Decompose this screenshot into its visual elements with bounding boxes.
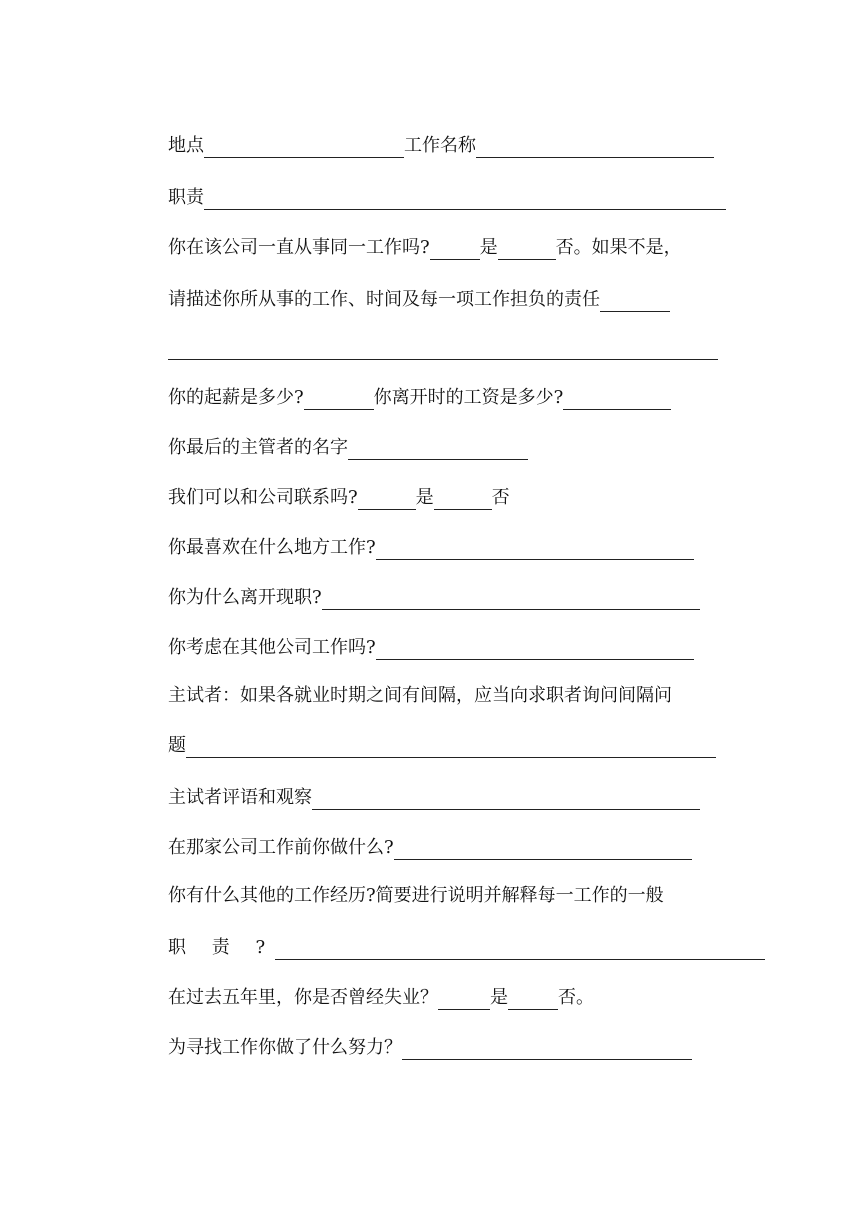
other-company-blank[interactable]	[376, 638, 694, 660]
duties-line	[168, 182, 726, 210]
unemployment-no-blank[interactable]	[508, 988, 558, 1010]
job-search-question: 为寻找工作你做了什么努力？	[168, 1037, 402, 1058]
contact-company-line	[168, 482, 510, 510]
starting-salary-question: 你的起薪是多少?	[168, 387, 304, 408]
describe-duties-blank-2[interactable]	[168, 338, 718, 360]
location-label: 地点	[168, 135, 204, 156]
leave-reason-blank[interactable]	[322, 588, 700, 610]
job-search-blank[interactable]	[402, 1038, 692, 1060]
supervisor-line	[168, 432, 528, 460]
contact-yes-label: 是	[415, 487, 434, 508]
interviewer-gap-instruction: 主试者：如果各就业时期之间有间隔，应当向求职者询问间隔问	[168, 685, 672, 706]
job-title-blank[interactable]	[476, 136, 714, 158]
interviewer-comments-label: 主试者评语和观察	[168, 787, 312, 808]
contact-no-blank[interactable]	[434, 488, 492, 510]
other-experience-question: 你有什么其他的工作经历?简要进行说明并解释每一工作的一般	[168, 885, 664, 906]
location-jobtitle-line	[168, 130, 714, 158]
same-job-yes-blank[interactable]	[430, 238, 480, 260]
interviewer-gap-line	[168, 680, 672, 708]
supervisor-question: 你最后的主管者的名字	[168, 437, 348, 458]
before-company-line	[168, 832, 692, 860]
same-job-line	[168, 232, 682, 260]
other-company-question: 你考虑在其他公司工作吗?	[168, 637, 376, 658]
job-search-line	[168, 1032, 692, 1060]
interviewer-gap-instruction-end: 题	[168, 735, 186, 756]
duties-blank[interactable]	[204, 188, 726, 210]
describe-duties-line	[168, 284, 670, 312]
unemployment-no-label: 否。	[558, 987, 594, 1008]
unemployment-line	[168, 982, 594, 1010]
interviewer-comments-blank[interactable]	[312, 788, 700, 810]
favorite-workplace-question: 你最喜欢在什么地方工作?	[168, 537, 376, 558]
unemployment-yes-label: 是	[490, 987, 508, 1008]
duties-label: 职责	[168, 187, 204, 208]
unemployment-yes-blank[interactable]	[438, 988, 490, 1010]
favorite-workplace-line	[168, 532, 694, 560]
same-job-yes-label: 是	[479, 237, 498, 258]
before-company-blank[interactable]	[394, 838, 692, 860]
gap-question-blank[interactable]	[186, 736, 716, 758]
supervisor-blank[interactable]	[348, 438, 528, 460]
leaving-salary-question: 你离开时的工资是多少?	[373, 387, 564, 408]
same-job-no-blank[interactable]	[498, 238, 556, 260]
other-experience-line	[168, 880, 664, 908]
before-company-question: 在那家公司工作前你做什么?	[168, 837, 394, 858]
interviewer-comments-line	[168, 782, 700, 810]
describe-duties-blank[interactable]	[600, 290, 670, 312]
other-experience-continuation	[168, 932, 765, 960]
other-company-line	[168, 632, 694, 660]
location-blank[interactable]	[204, 136, 404, 158]
favorite-workplace-blank[interactable]	[376, 538, 694, 560]
other-experience-blank[interactable]	[275, 938, 765, 960]
describe-duties-continuation	[168, 332, 718, 360]
contact-no-label: 否	[491, 487, 510, 508]
same-job-question: 你在该公司一直从事同一工作吗?	[168, 237, 430, 258]
salary-line	[168, 382, 671, 410]
interviewer-gap-continuation	[168, 730, 716, 758]
job-title-label: 工作名称	[404, 135, 476, 156]
leave-reason-line	[168, 582, 700, 610]
contact-yes-blank[interactable]	[358, 488, 416, 510]
same-job-no-label: 否。如果不是，	[555, 237, 682, 258]
unemployment-question: 在过去五年里，你是否曾经失业？	[168, 987, 438, 1008]
duties-question-label: 职 责 ?	[168, 937, 276, 958]
leaving-salary-blank[interactable]	[563, 388, 671, 410]
starting-salary-blank[interactable]	[304, 388, 374, 410]
describe-duties-question: 请描述你所从事的工作、时间及每一项工作担负的责任	[168, 289, 600, 310]
contact-company-question: 我们可以和公司联系吗?	[168, 487, 358, 508]
leave-reason-question: 你为什么离开现职?	[168, 587, 322, 608]
